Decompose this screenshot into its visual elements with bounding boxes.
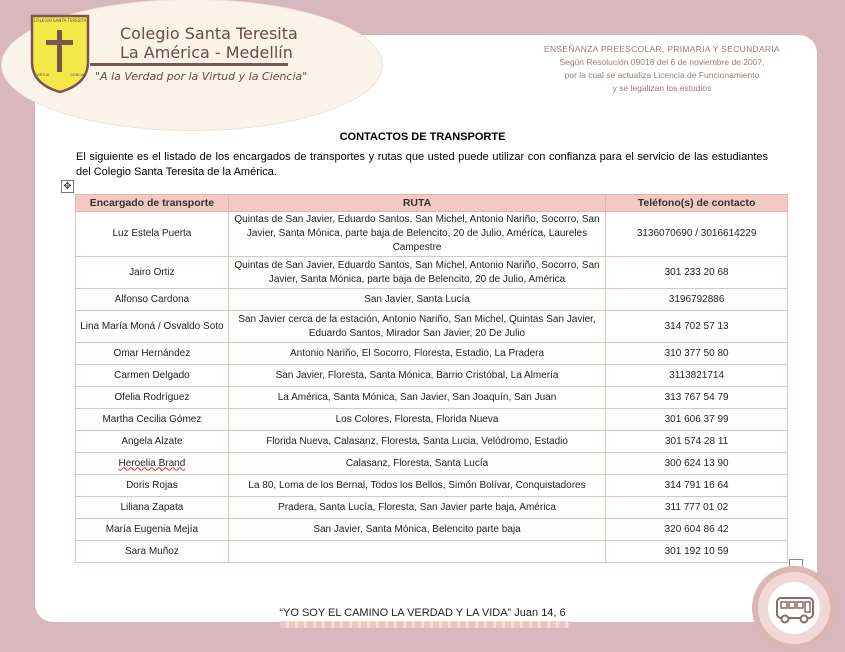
route-cell: Pradera, Santa Lucía, Floresta, San Javier parte baja, América: [228, 497, 605, 519]
resolution-line4: y se legalizan los estudios: [612, 83, 712, 93]
driver-name-text: Heroelia Brand: [118, 457, 186, 469]
route-cell: [228, 541, 605, 563]
driver-cell: Omar Hernández: [76, 343, 229, 365]
driver-cell: Liliana Zapata: [76, 497, 229, 519]
table-row: [76, 387, 788, 409]
school-name-line2: La América - Medellín: [120, 43, 293, 62]
route-cell: Los Colores, Floresta, Florida Nueva: [228, 409, 605, 431]
phone-cell: 313 767 54 79: [606, 387, 788, 409]
table-row: [76, 365, 788, 387]
driver-cell: Doris Rojas: [76, 475, 229, 497]
route-cell: San Javier, Santa Lucía: [228, 289, 605, 311]
resolution-line3: por la cual se actualiza Licencia de Funcionamiento: [564, 70, 760, 80]
driver-cell: [76, 453, 229, 475]
route-cell: Antonio Nariño, El Socorro, Floresta, Estadio, La Pradera: [228, 343, 605, 365]
phone-cell: 301 192 10 59: [606, 541, 788, 563]
driver-cell: Lina María Moná / Osvaldo Soto: [76, 311, 229, 343]
route-cell: La América, Santa Mónica, San Javier, San Joaquín, San Juan: [228, 387, 605, 409]
driver-cell: María Eugenia Mejía: [76, 519, 229, 541]
table-row: [76, 475, 788, 497]
school-shield-logo: [30, 14, 90, 94]
driver-cell: Luz Estela Puerta: [76, 212, 229, 257]
route-cell: Calasanz, Floresta, Santa Lucía: [228, 453, 605, 475]
driver-cell: Angela Alzate: [76, 431, 229, 453]
intro-paragraph: El siguiente es el listado de los encargados de transportes y rutas que usted puede utilizar con confianza para el servicio de las estudiantes del Colegio Santa Teresita de la América.: [76, 151, 768, 178]
resolution-line1: ENSEÑANZA PREESCOLAR, PRIMARIA Y SECUNDARIA: [543, 44, 780, 54]
phone-cell: 300 624 13 90: [606, 453, 788, 475]
table-row: [76, 431, 788, 453]
route-cell: Quintas de San Javier, Eduardo Santos, San Michel, Antonio Nariño, Socorro, San Javier, Santa Mónica, parte baja de Belencito, 20 de Julio, América: [228, 257, 605, 289]
phone-cell: 3136070690 / 3016614229: [606, 212, 788, 257]
school-name-line1: Colegio Santa Teresita: [120, 24, 298, 43]
table-header-row: [76, 195, 788, 212]
route-cell: Florida Nueva, Calasanz, Floresta, Santa Lucia, Velódromo, Estadio: [228, 431, 605, 453]
phone-cell: 301 233 20 68: [606, 257, 788, 289]
school-name: [120, 24, 298, 62]
footer-quote: “YO SOY EL CAMINO LA VERDAD Y LA VIDA” Juan 14, 6: [279, 607, 566, 619]
route-cell: La 80, Loma de los Bernal, Todos los Bellos, Simón Bolívar, Conquistadores: [228, 475, 605, 497]
bus-badge: [752, 566, 836, 650]
shield-left-text: VIRTUD: [36, 73, 50, 77]
driver-cell: Sara Muñoz: [76, 541, 229, 563]
phone-cell: 301 574 28 11: [606, 431, 788, 453]
table-row: [76, 409, 788, 431]
phone-cell: 310 377 50 80: [606, 343, 788, 365]
footer-decoration: [280, 621, 570, 628]
table-row: [76, 497, 788, 519]
phone-cell: 320 604 86 42: [606, 519, 788, 541]
driver-cell: Jairo Ortiz: [76, 257, 229, 289]
table-row: [76, 519, 788, 541]
transport-table: [75, 194, 788, 563]
shield-right-text: CIENCIA: [69, 73, 85, 77]
driver-cell: Alfonso Cardona: [76, 289, 229, 311]
route-cell: Quintas de San Javier, Eduardo Santos, San Michel, Antonio Nariño, Socorro, San Javier, Santa Mónica, parte baja de Belencito, 20 de Julio, América, Laureles Campestre: [228, 212, 605, 257]
phone-cell: 3196792886: [606, 289, 788, 311]
shield-top-text: COLEGIO SANTA TERESITA: [33, 18, 87, 23]
table-row: [76, 453, 788, 475]
route-cell: San Javier, Floresta, Santa Mónica, Barrio Cristóbal, La Almería: [228, 365, 605, 387]
table-row: [76, 311, 788, 343]
phone-cell: 314 791 16 64: [606, 475, 788, 497]
driver-cell: Martha Cecilia Gómez: [76, 409, 229, 431]
resolution-text: [517, 43, 807, 95]
header-cell-route: RUTA: [228, 195, 605, 212]
table-row: [76, 212, 788, 257]
header-cell-phone: Teléfono(s) de contacto: [606, 195, 788, 212]
school-name-divider: [90, 63, 288, 66]
phone-cell: 3113821714: [606, 365, 788, 387]
phone-cell: 314 702 57 13: [606, 311, 788, 343]
table-row: [76, 541, 788, 563]
school-motto: "A la Verdad por la Virtud y la Ciencia": [95, 70, 308, 83]
resolution-line2: Según Resolución 09018 del 6 de noviembre de 2007,: [559, 57, 765, 67]
table-row: [76, 289, 788, 311]
table-row: [76, 343, 788, 365]
move-handle-icon[interactable]: ✥: [61, 180, 74, 193]
route-cell: San Javier cerca de la estación, Antonio Nariño, San Michel, Quintas San Javier, Eduardo Santos, Mirador San Javier, 20 De Julio: [228, 311, 605, 343]
driver-cell: Carmen Delgado: [76, 365, 229, 387]
phone-cell: 311 777 01 02: [606, 497, 788, 519]
route-cell: San Javier, Santa Mónica, Belencito parte baja: [228, 519, 605, 541]
header-cell-driver: Encargado de transporte: [76, 195, 229, 212]
document-title: CONTACTOS DE TRANSPORTE: [339, 131, 506, 143]
table-row: [76, 257, 788, 289]
phone-cell: 301 606 37 99: [606, 409, 788, 431]
driver-cell: Ofelia Rodríguez: [76, 387, 229, 409]
bus-icon: [768, 582, 820, 634]
bus-badge-inner: [768, 582, 820, 634]
